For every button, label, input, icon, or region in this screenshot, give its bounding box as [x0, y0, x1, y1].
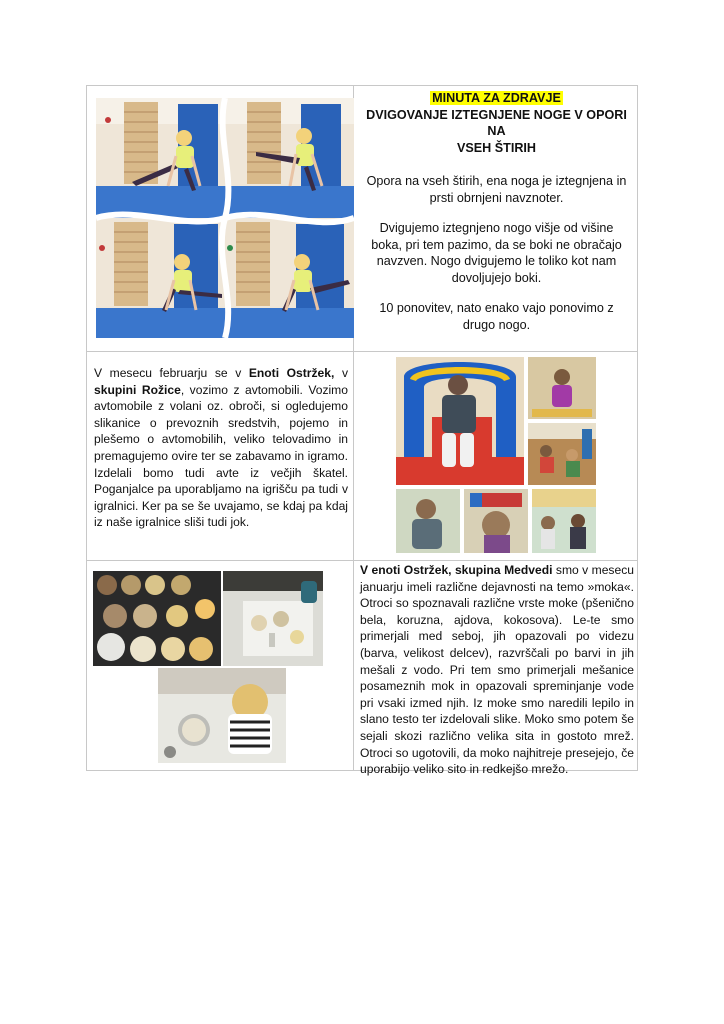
- exercise-photo-bottom-right: [225, 218, 354, 338]
- flour-table-photo: [223, 571, 323, 666]
- rozice-intro: V mesecu februarju se v: [94, 366, 242, 380]
- rozice-mid: v: [341, 366, 348, 380]
- exercise-paragraph-3: 10 ponovitev, nato enako vajo ponovimo z drugo nogo.: [379, 301, 614, 332]
- exercise-photo-collage: [96, 98, 354, 338]
- bottom-photo-2: [464, 489, 528, 553]
- exercise-text-block: [355, 90, 638, 347]
- exercise-paragraph-2: Dvigujemo iztegnjeno nogo višje od višine boka, pri tem pazimo, da se boki ne obračajo navzven. Nogo dvigujemo le toliko kot nam dovoljujejo boki.: [371, 221, 622, 285]
- cars-photo-collage: [396, 357, 596, 553]
- exercise-paragraph-1: Opora na vseh štirih, ena noga je iztegnjena in prsti obrnjeni navznoter.: [366, 174, 627, 205]
- medvedi-text-block: [360, 562, 634, 778]
- minuta-za-zdravje-label: MINUTA ZA ZDRAVJE: [432, 91, 561, 105]
- exercise-photo-bottom-left: [96, 218, 225, 338]
- exercise-photo-top-left: [96, 98, 225, 218]
- rozice-body: , vozimo z avtomobili. Vozimo avtomobile z volani oz. obroči, si ogledujemo slikanice o prevoznih sredstvih, pojemo in plešemo o avtomobilih, veliko telovadimo in premagujemo ovire ter se zabavamo in igramo. Izdelali bomo tudi avte iz večjih škatel. Poganjalce pa uporabljamo na igrišču pa tudi v igralnici. Ker pa se še uvajamo, se kdaj pa kdaj iz naše igralnice sliši tudi jok.: [94, 382, 348, 530]
- medvedi-body: smo v mesecu januarju imeli različne dejavnosti na temo »moka«. Otroci so spoznavali različne vrste moke (pšenično bela, koruzna, ajdova, kokosova). Le-te smo primerjali med seboj, jih opazovali po videzu (barva, velikost delcev), razvrščali po barvi in jih mešali z vodo. Pri tem smo primerjali mešanice posameznih mok in opazovali spreminjanje vode pri vsaki izmed njih. Iz moke smo naredili lepilo in slano testo ter izdelovali slike. Moko smo potem še sejali skozi različno velika sita in gostoto mrež. Otroci so ugotovili, da moko najhitreje presejejo, če uporabijo veliko sito in redkejšo mrežo.: [360, 563, 634, 777]
- slide-photo: [396, 357, 524, 485]
- rozice-unit-name: Enoti Ostržek,: [248, 366, 335, 380]
- medvedi-lead: V enoti Ostržek, skupina Medvedi: [360, 563, 553, 577]
- rozice-group-name: skupini Rožice: [94, 382, 181, 397]
- child-purple-photo: [528, 357, 596, 419]
- exercise-title-line2: VSEH ŠTIRIH: [456, 140, 537, 155]
- rozice-text-block: [94, 365, 348, 531]
- flour-bowls-photo: [93, 571, 221, 666]
- exercise-title-line1: DVIGOVANJE IZTEGNJENE NOGE V OPORI NA: [366, 107, 627, 138]
- row-divider-2: [87, 560, 637, 561]
- group-play-photo: [528, 423, 596, 485]
- content-table: [86, 85, 638, 777]
- exercise-photo-top-right: [225, 98, 354, 218]
- row-divider-1: [87, 351, 637, 352]
- child-sieving-photo: [158, 668, 286, 763]
- bottom-photo-1: [396, 489, 460, 553]
- bottom-photo-3: [532, 489, 596, 553]
